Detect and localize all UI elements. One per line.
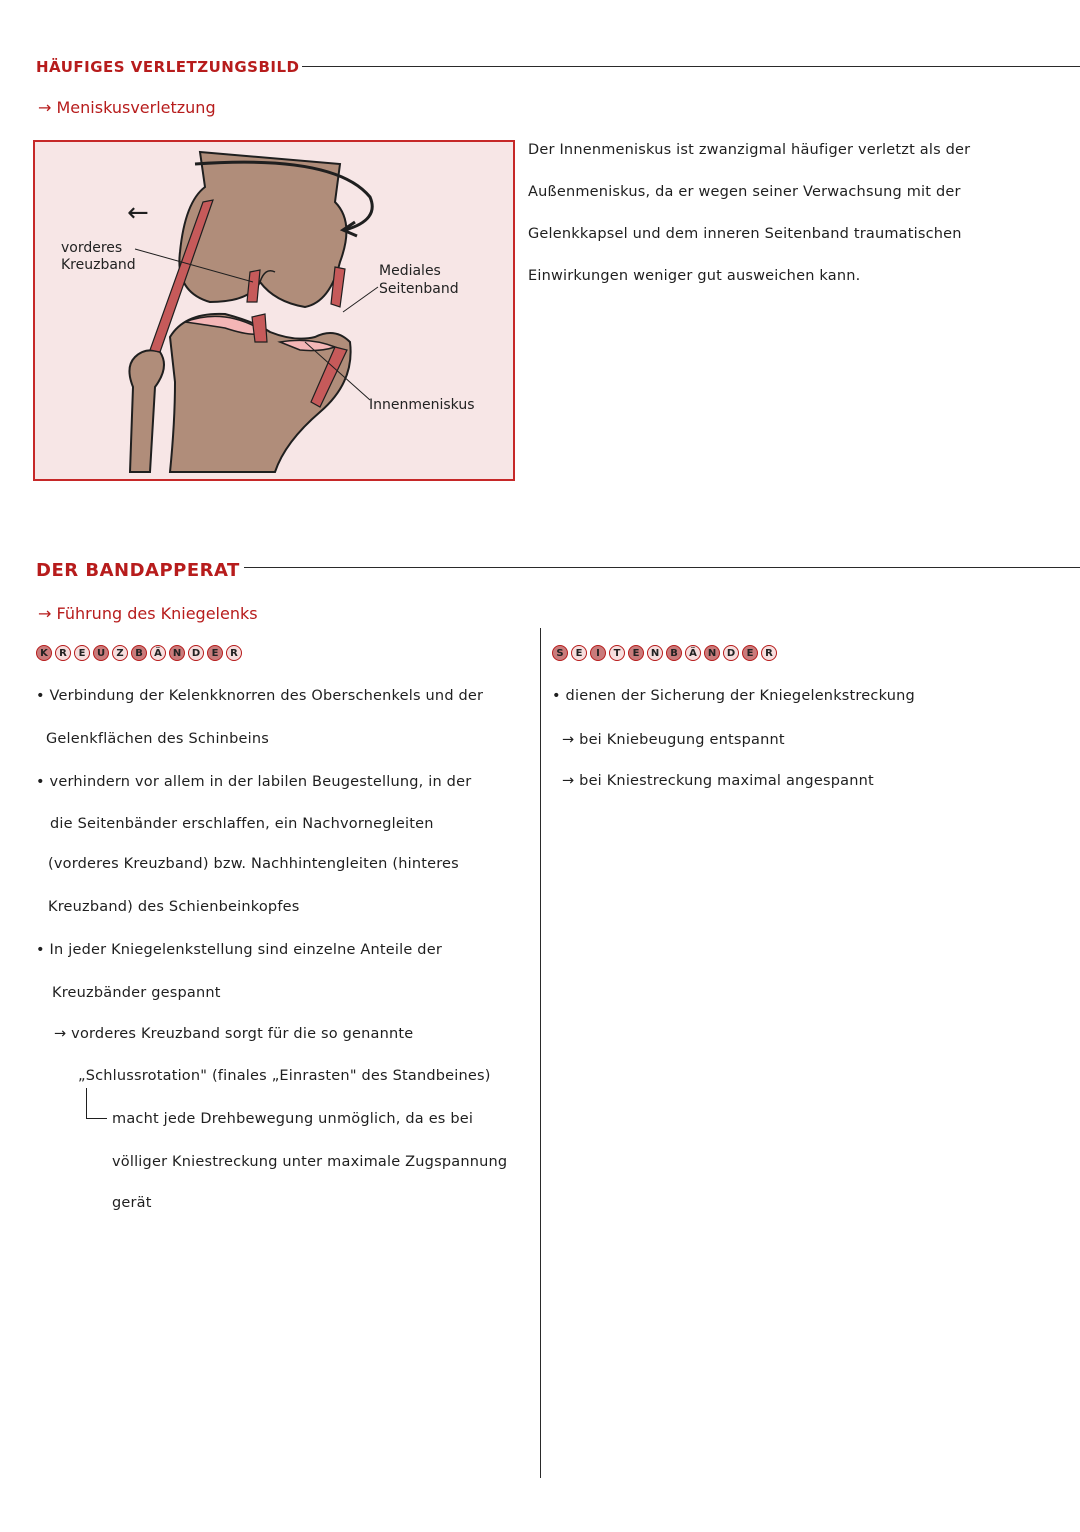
text-line: macht jede Drehbewegung unmöglich, da es bei bbox=[112, 1111, 474, 1127]
title-letter: E bbox=[628, 645, 644, 661]
subheading-meniscus: → Meniskusverletzung bbox=[38, 98, 216, 117]
title-letter: D bbox=[188, 645, 204, 661]
meniscus-description bbox=[528, 142, 1048, 310]
title-collateral-ligaments bbox=[552, 645, 777, 661]
text-line: → bei Kniebeugung entspannt bbox=[562, 732, 785, 748]
text-line: • In jeder Kniegelenkstellung sind einzelne Anteile der bbox=[36, 942, 442, 958]
section-heading-ligaments: DER BANDAPPERAT bbox=[36, 560, 240, 581]
title-letter: R bbox=[55, 645, 71, 661]
title-letter: R bbox=[226, 645, 242, 661]
text-line: Gelenkflächen des Schinbeins bbox=[46, 731, 269, 747]
title-letter: R bbox=[761, 645, 777, 661]
text-line: • dienen der Sicherung der Kniegelenkstreckung bbox=[552, 688, 915, 704]
title-letter: Z bbox=[112, 645, 128, 661]
title-letter: U bbox=[93, 645, 109, 661]
label-meniscus: Innenmeniskus bbox=[369, 397, 475, 413]
title-letter: E bbox=[571, 645, 587, 661]
text-line: (vorderes Kreuzband) bzw. Nachhintengleiten (hinteres bbox=[48, 856, 459, 872]
title-letter: T bbox=[609, 645, 625, 661]
column-divider bbox=[540, 628, 541, 1478]
title-letter: N bbox=[647, 645, 663, 661]
text-line: Einwirkungen weniger gut ausweichen kann. bbox=[528, 268, 861, 284]
section-heading-injury: HÄUFIGES VERLETZUNGSBILD bbox=[36, 58, 300, 76]
text-line: Außenmeniskus, da er wegen seiner Verwachsung mit der bbox=[528, 184, 961, 200]
knee-figure bbox=[33, 140, 515, 481]
text-line: gerät bbox=[112, 1195, 152, 1211]
title-letter: E bbox=[74, 645, 90, 661]
title-letter: Ä bbox=[150, 645, 166, 661]
text-line: Gelenkkapsel und dem inneren Seitenband traumatischen bbox=[528, 226, 962, 242]
title-letter: E bbox=[207, 645, 223, 661]
knee-illustration bbox=[35, 142, 513, 479]
text-line: Kreuzband) des Schienbeinkopfes bbox=[48, 899, 300, 915]
heading-rule bbox=[244, 567, 1080, 568]
title-letter: B bbox=[666, 645, 682, 661]
elbow-arrow-icon bbox=[86, 1088, 107, 1119]
text-line: Kreuzbänder gespannt bbox=[52, 985, 221, 1001]
subheading-guidance: → Führung des Kniegelenks bbox=[38, 604, 258, 623]
arrow-left-icon: ← bbox=[127, 198, 149, 228]
text-line: • Verbindung der Kelenkknorren des Oberschenkels und der bbox=[36, 688, 484, 704]
text-line: • verhindern vor allem in der labilen Beugestellung, in der bbox=[36, 774, 472, 790]
text-line: → vorderes Kreuzband sorgt für die so genannte bbox=[54, 1026, 414, 1042]
label-anterior-cruciate: vorderes Kreuzband bbox=[61, 240, 136, 273]
title-letter: D bbox=[723, 645, 739, 661]
title-letter: N bbox=[169, 645, 185, 661]
title-letter: I bbox=[590, 645, 606, 661]
text-line: die Seitenbänder erschlaffen, ein Nachvornegleiten bbox=[50, 816, 434, 832]
title-cruciate-ligaments bbox=[36, 645, 242, 661]
text-line: → bei Kniestreckung maximal angespannt bbox=[562, 773, 874, 789]
title-letter: K bbox=[36, 645, 52, 661]
title-letter: Ä bbox=[685, 645, 701, 661]
title-letter: B bbox=[131, 645, 147, 661]
label-medial-ligament: Mediales Seitenband bbox=[379, 263, 459, 297]
text-line: völliger Kniestreckung unter maximale Zugspannung bbox=[112, 1154, 508, 1170]
text-line: „Schlussrotation" (finales „Einrasten" des Standbeines) bbox=[78, 1068, 491, 1084]
title-letter: N bbox=[704, 645, 720, 661]
title-letter: E bbox=[742, 645, 758, 661]
heading-rule bbox=[302, 66, 1080, 67]
title-letter: S bbox=[552, 645, 568, 661]
text-line: Der Innenmeniskus ist zwanzigmal häufiger verletzt als der bbox=[528, 142, 971, 158]
